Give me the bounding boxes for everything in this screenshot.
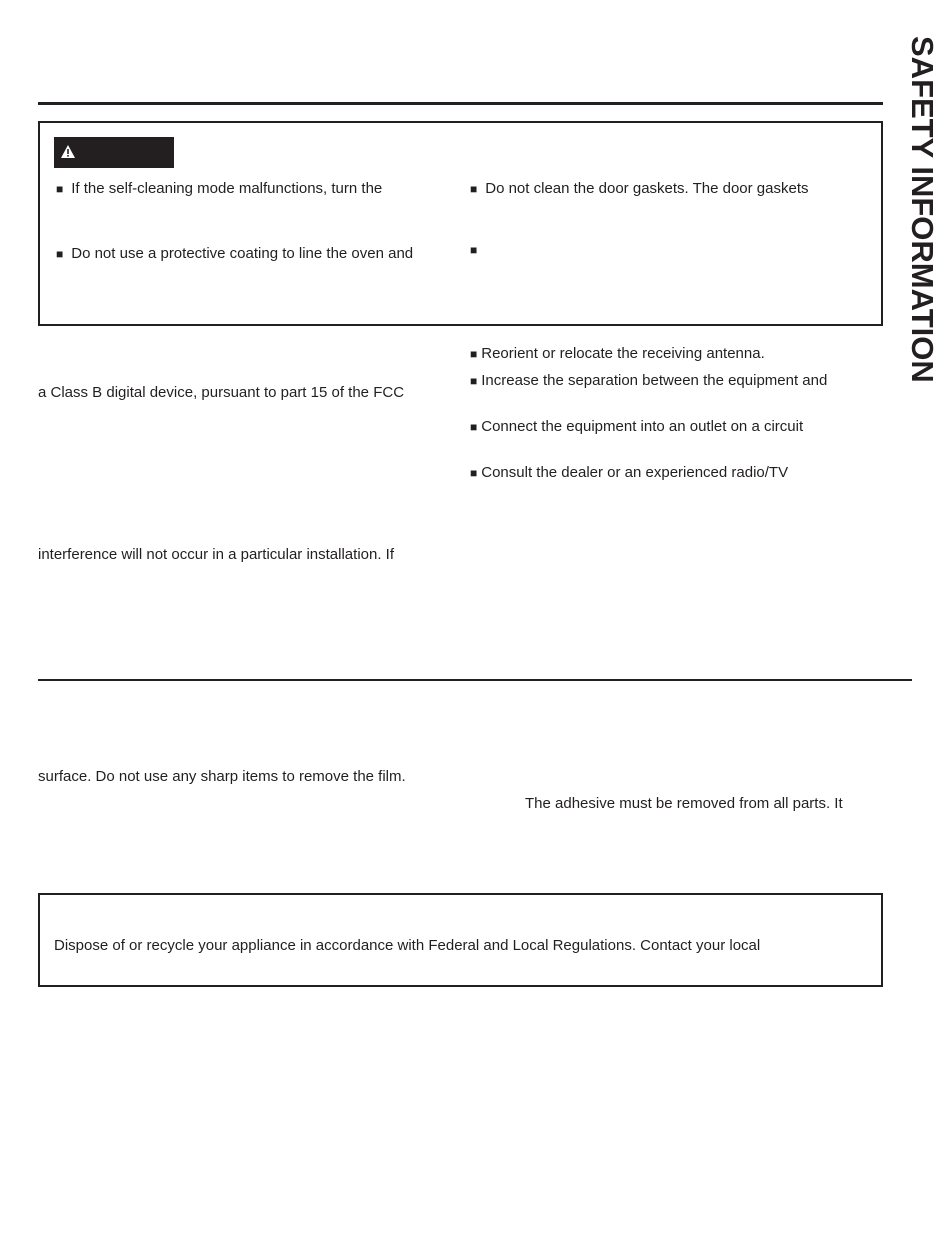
warning-left-item-2: ■ Do not use a protective coating to line the oven and [56, 245, 414, 262]
section-side-title: SAFETY INFORMATION [905, 36, 940, 383]
bullet-icon: ■ [470, 420, 478, 434]
fcc-left-line-2: interference will not occur in a particular installation. If [38, 546, 395, 563]
fcc-right-item-3: ■ Connect the equipment into an outlet on a circuit [470, 418, 804, 435]
fcc-right-item-2: ■ Increase the separation between the equipment and [470, 372, 828, 389]
fcc-left-line-1: a Class B digital device, pursuant to part 15 of the FCC [38, 384, 405, 401]
warning-left-item-1: ■ If the self-cleaning mode malfunctions, turn the [56, 180, 383, 197]
bullet-icon: ■ [470, 182, 478, 196]
bullet-icon: ■ [470, 347, 478, 361]
film-right-line: The adhesive must be removed from all parts. It [525, 795, 843, 812]
bullet-icon: ■ [56, 182, 64, 196]
fcc-right-item-4: ■ Consult the dealer or an experienced radio/TV [470, 464, 789, 481]
fcc-right-item-1: ■ Reorient or relocate the receiving antenna. [470, 345, 765, 362]
warning-right-item-2 [470, 241, 485, 259]
disposal-text: Dispose of or recycle your appliance in accordance with Federal and Local Regulations. Contact your local [54, 937, 761, 954]
bullet-icon: ■ [470, 466, 478, 480]
warning-triangle-icon [61, 145, 75, 158]
warning-right-item-1: ■ Do not clean the door gaskets. The door gaskets [470, 180, 809, 197]
warning-badge [54, 137, 174, 168]
top-rule [38, 102, 883, 105]
bullet-icon: ■ [470, 243, 478, 257]
bullet-icon: ■ [470, 374, 478, 388]
bullet-icon: ■ [56, 247, 64, 261]
middle-rule [38, 679, 912, 681]
film-left-line: surface. Do not use any sharp items to remove the film. [38, 768, 406, 785]
